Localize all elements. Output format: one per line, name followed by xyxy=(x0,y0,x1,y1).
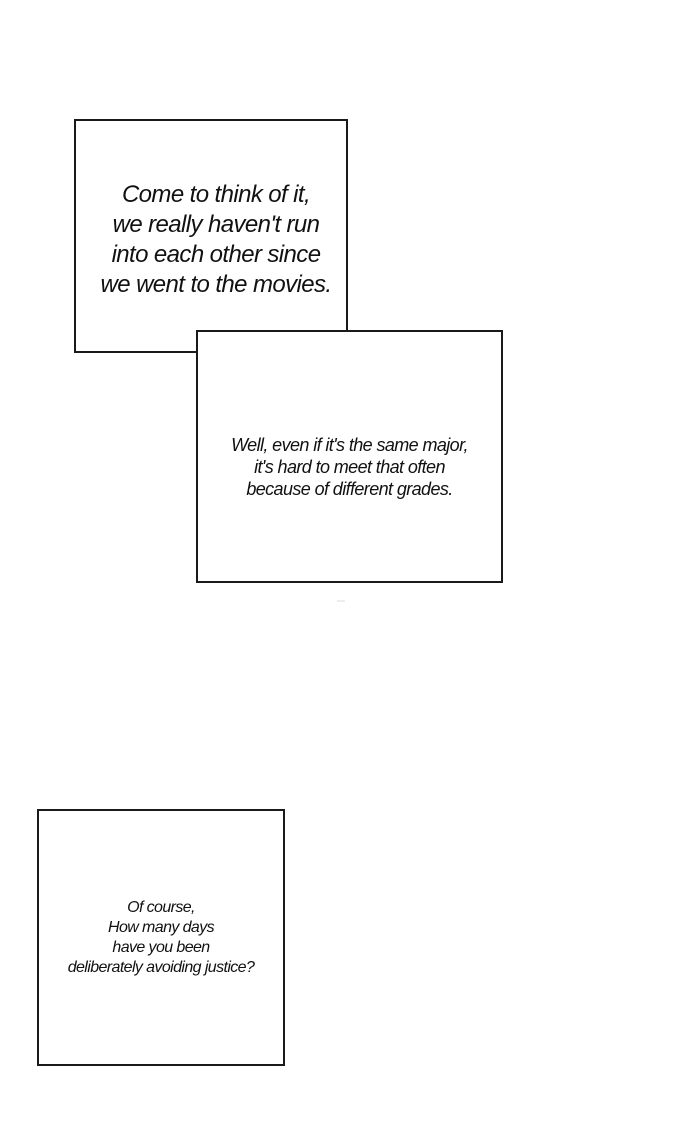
dialogue-line: Come to think of it, xyxy=(121,181,311,208)
dialogue-line: Well, even if it's the same major, xyxy=(231,435,468,455)
dialogue-line: deliberately avoiding justice? xyxy=(67,959,255,976)
dialogue-line: because of different grades. xyxy=(246,479,453,499)
dialogue-line: it's hard to meet that often xyxy=(254,457,445,477)
dialogue-line: we really haven't run xyxy=(112,211,320,238)
dialogue-come-to-think xyxy=(74,180,358,300)
dialogue-same-major xyxy=(196,434,503,500)
panel-seam-cover xyxy=(198,332,346,356)
dialogue-line: How many days xyxy=(107,919,215,936)
dialogue-line: have you been xyxy=(112,939,210,956)
dialogue-of-course xyxy=(37,898,285,978)
dialogue-line: we went to the movies. xyxy=(100,271,332,298)
speck-mark xyxy=(337,600,345,602)
dialogue-line: Of course, xyxy=(127,899,195,916)
dialogue-line: into each other since xyxy=(111,241,321,268)
